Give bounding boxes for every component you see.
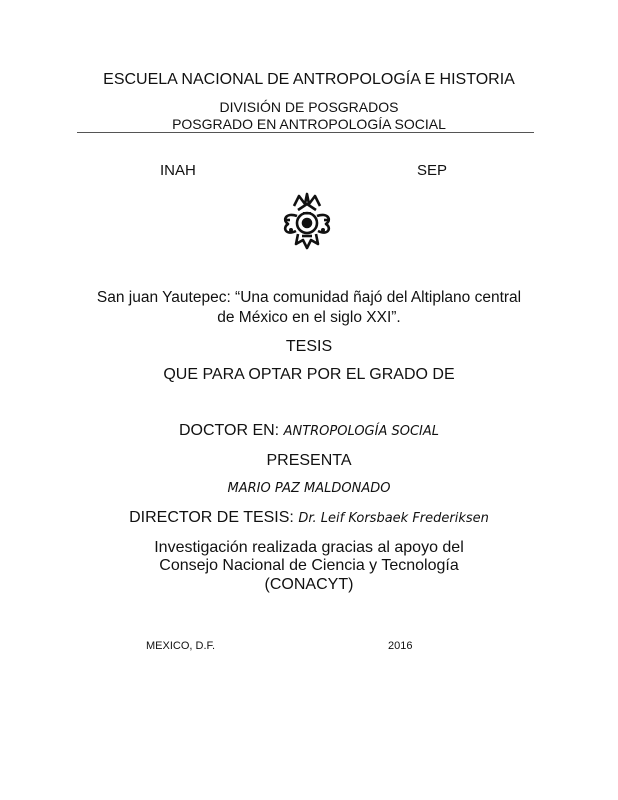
- director-line: [0, 509, 618, 527]
- thesis-title-line-2: de México en el siglo XXI”.: [217, 309, 401, 326]
- institution-inah: INAH: [160, 162, 196, 179]
- degree-purpose: QUE PARA OPTAR POR EL GRADO DE: [163, 366, 455, 383]
- author-name: MARIO PAZ MALDONADO: [227, 481, 391, 496]
- director-label: DIRECTOR DE TESIS:: [129, 509, 294, 526]
- thesis-title-line-1: San juan Yautepec: “Una comunidad ñajó del Altiplano central: [96, 289, 522, 306]
- division-name: DIVISIÓN DE POSGRADOS: [219, 99, 399, 115]
- institution-sep: SEP: [417, 162, 448, 179]
- presents-label: PRESENTA: [266, 452, 352, 469]
- footer-place: MEXICO, D.F.: [146, 640, 216, 652]
- school-name: ESCUELA NACIONAL DE ANTROPOLOGÍA E HISTORIA: [103, 71, 515, 88]
- enah-aztec-glyph-icon: [276, 190, 338, 252]
- funding-line-3: (CONACYT): [264, 576, 354, 593]
- program-name: POSGRADO EN ANTROPOLOGÍA SOCIAL: [172, 116, 446, 132]
- funding-line-1: Investigación realizada gracias al apoyo del: [154, 539, 464, 556]
- footer-year: 2016: [388, 640, 413, 652]
- degree-label: DOCTOR EN:: [178, 422, 280, 439]
- funding-line-2: Consejo Nacional de Ciencia y Tecnología: [159, 557, 459, 574]
- director-name: Dr. Leif Korsbaek Frederiksen: [298, 511, 489, 526]
- document-type: TESIS: [285, 338, 333, 355]
- header-divider: [77, 132, 534, 133]
- degree-field: ANTROPOLOGÍA SOCIAL: [283, 424, 440, 439]
- degree-line: [0, 422, 618, 440]
